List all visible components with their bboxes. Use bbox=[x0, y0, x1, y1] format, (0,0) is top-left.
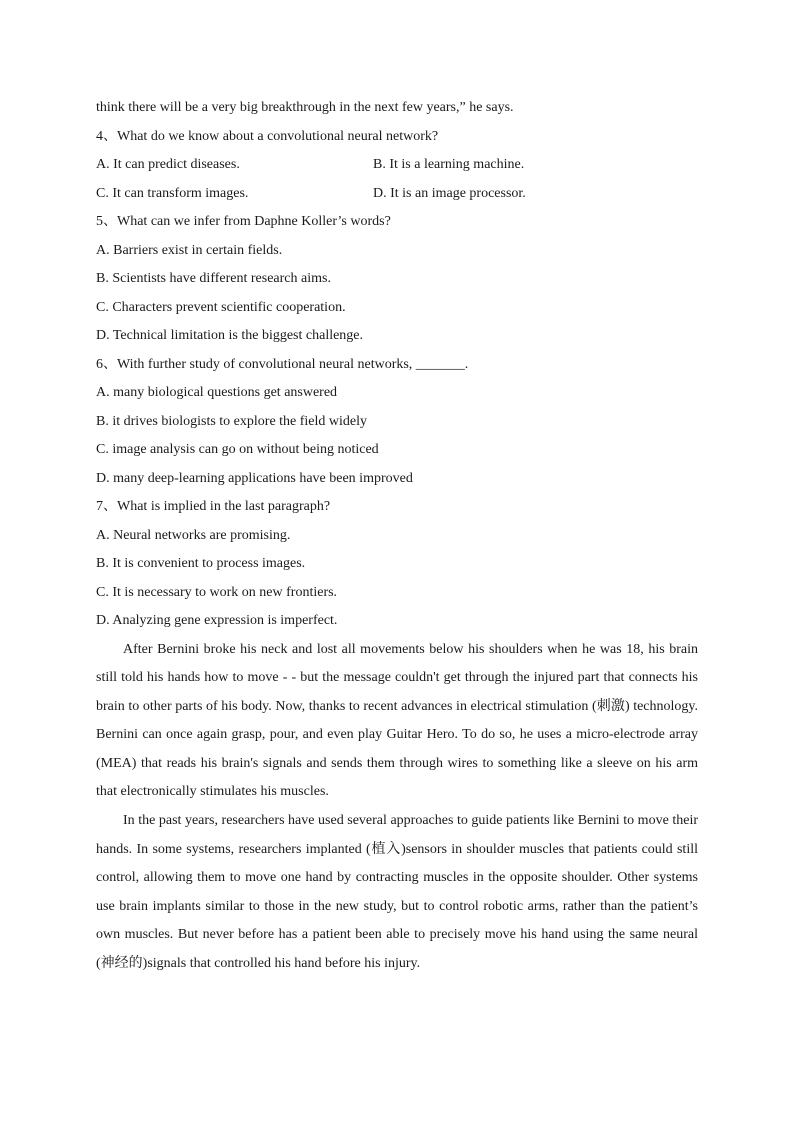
option-a: A. Neural networks are promising. bbox=[96, 527, 291, 543]
question-7 bbox=[96, 493, 698, 636]
option-c: C. image analysis can go on without being noticed bbox=[96, 442, 379, 457]
option-b: B. Scientists have different research aims. bbox=[96, 271, 331, 286]
option-a: A. Barriers exist in certain fields. bbox=[96, 242, 283, 258]
document-body bbox=[96, 94, 698, 979]
option-c: C. It can transform images. bbox=[96, 185, 249, 201]
passage-tail: think there will be a very big breakthrough in the next few years,” he says. bbox=[96, 100, 514, 115]
option-b: B. It is a learning machine. bbox=[373, 157, 525, 172]
option-b: B. it drives biologists to explore the field widely bbox=[96, 413, 368, 429]
question-stem: 6、With further study of convolutional neural networks, _______. bbox=[96, 356, 469, 372]
question-5 bbox=[96, 208, 698, 351]
passage-paragraph-1: After Bernini broke his neck and lost all movements below his shoulders when he was 18, his brain still told his hands how to move - - but the message couldn't get through the injured part that connects his brain to other parts of his body. Now, thanks to recent advances in electrical stimulation (刺激) technology. Bernini can once again grasp, pour, and even play Guitar Hero. To do so, he uses a micro-electrode array (MEA) that reads his brain's signals and sends them through wires to something like a sleeve on his arm that electronically stimulates his muscles. bbox=[96, 641, 698, 800]
option-a: A. many biological questions get answered bbox=[96, 385, 338, 400]
option-d: D. Technical limitation is the biggest challenge. bbox=[96, 328, 364, 343]
option-row bbox=[96, 180, 698, 209]
question-stem: 7、What is implied in the last paragraph? bbox=[96, 499, 331, 514]
option-d: D. many deep-learning applications have been improved bbox=[96, 470, 413, 486]
question-4 bbox=[96, 123, 698, 209]
option-a: A. It can predict diseases. bbox=[96, 157, 240, 172]
option-c: C. It is necessary to work on new frontiers. bbox=[96, 584, 338, 600]
option-d: D. Analyzing gene expression is imperfect. bbox=[96, 613, 338, 628]
passage-paragraph-2: In the past years, researchers have used several approaches to guide patients like Bernini to move their hands. In some systems, researchers implanted (植入)sensors in shoulder muscles that patients could still control, allowing them to move one hand by contracting muscles in the opposite shoulder. Other systems use brain implants similar to those in the new study, but to control robotic arms, rather than the patient’s own muscles. But never before has a patient been able to precisely move his hand using the same neural (神经的)signals that controlled his hand before his injury. bbox=[96, 813, 698, 972]
option-d: D. It is an image processor. bbox=[373, 185, 526, 201]
question-stem: 5、What can we infer from Daphne Koller’s words? bbox=[96, 214, 391, 229]
option-row bbox=[96, 151, 698, 180]
question-stem: 4、What do we know about a convolutional neural network? bbox=[96, 128, 439, 144]
option-c: C. Characters prevent scientific cooperation. bbox=[96, 299, 346, 315]
question-6 bbox=[96, 351, 698, 494]
option-b: B. It is convenient to process images. bbox=[96, 556, 306, 571]
